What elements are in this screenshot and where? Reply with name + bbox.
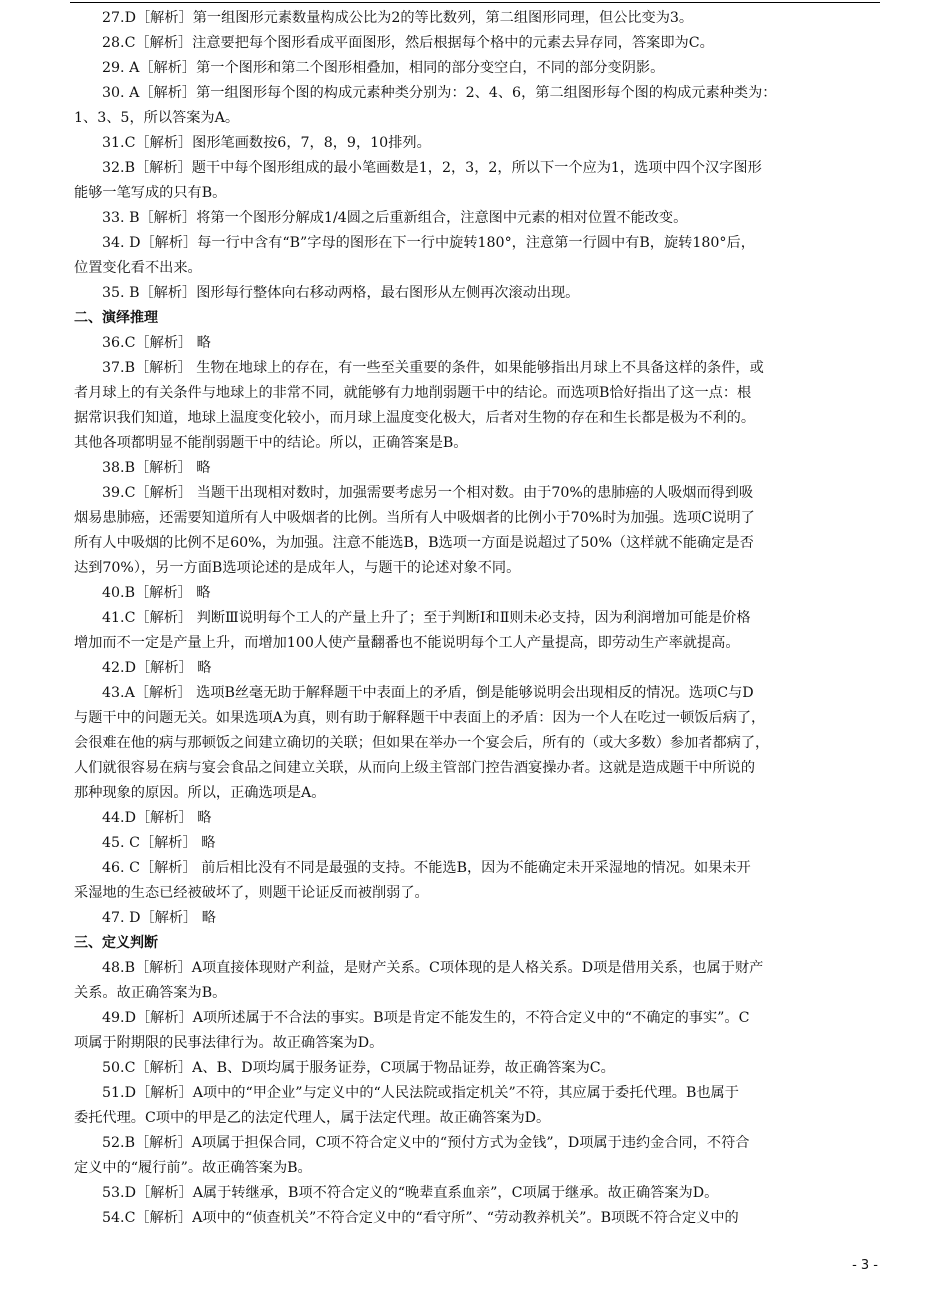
text-line: 28.C［解析］注意要把每个图形看成平面图形，然后根据每个格中的元素去异存同，答案即为C。 <box>102 35 714 51</box>
text-line: 会很难在他的病与那顿饭之间建立确切的关联；但如果在举办一个宴会后，所有的（或大多数）参加者都病了， <box>74 735 770 751</box>
text-line: 其他各项都明显不能削弱题干中的结论。所以，正确答案是B。 <box>74 435 468 451</box>
text-line: 30. A［解析］第一组图形每个图的构成元素种类分别为：2、4、6，第二组图形每个图的构成元素种类为： <box>102 85 777 101</box>
text-line: 35. B［解析］图形每行整体向右移动两格，最右图形从左侧再次滚动出现。 <box>102 285 580 301</box>
text-line: 采湿地的生态已经被破坏了，则题干论证反而被削弱了。 <box>74 885 429 901</box>
text-line: 定义中的“履行前”。故正确答案为B。 <box>74 1160 312 1176</box>
text-line: 烟易患肺癌，还需要知道所有人中吸烟者的比例。当所有人中吸烟者的比例小于70%时为加强。选项C说明了 <box>74 510 755 526</box>
text-line: 54.C［解析］A项中的“侦查机关”不符合定义中的“看守所”、“劳动教养机关”。B项既不符合定义中的 <box>102 1210 739 1226</box>
document-body <box>74 6 880 1231</box>
text-line: 所有人中吸烟的比例不足60%，为加强。注意不能选B，B选项一方面是说超过了50%（这样就不能确定是否 <box>74 535 754 551</box>
text-line: 40.B［解析］ 略 <box>102 585 211 601</box>
text-line: 51.D［解析］A项中的“甲企业”与定义中的“人民法院或指定机关”不符，其应属于委托代理。B也属于 <box>102 1085 739 1101</box>
text-line: 52.B［解析］A项属于担保合同，C项不符合定义中的“预付方式为金钱”，D项属于违约金合同，不符合 <box>102 1135 750 1151</box>
text-line: 41.C［解析］ 判断Ⅲ说明每个工人的产量上升了；至于判断Ⅰ和Ⅱ则未必支持，因为利润增加可能是价格 <box>102 610 751 626</box>
text-line: 34. D［解析］每一行中含有“B”字母的图形在下一行中旋转180°，注意第一行圆中有B，旋转180°后， <box>102 235 755 251</box>
text-line: 达到70%），另一方面B选项论述的是成年人，与题干的论述对象不同。 <box>74 560 521 576</box>
text-line: 32.B［解析］题干中每个图形组成的最小笔画数是1，2，3，2，所以下一个应为1，选项中四个汉字图形 <box>102 160 762 176</box>
text-line: 42.D［解析］ 略 <box>102 660 212 676</box>
text-line: 31.C［解析］图形笔画数按6，7，8，9，10排列。 <box>102 135 431 151</box>
text-line: 29. A［解析］第一个图形和第二个图形相叠加，相同的部分变空白，不同的部分变阴影。 <box>102 60 665 76</box>
text-line: 者月球上的有关条件与地球上的非常不同，就能够有力地削弱题干中的结论。而选项B恰好指出了这一点：根 <box>74 385 752 401</box>
text-line: 据常识我们知道，地球上温度变化较小，而月球上温度变化极大，后者对生物的存在和生长都是极为不利的。 <box>74 410 756 426</box>
text-line: 37.B［解析］ 生物在地球上的存在，有一些至关重要的条件，如果能够指出月球上不具备这样的条件，或 <box>102 360 764 376</box>
text-line: 38.B［解析］ 略 <box>102 460 211 476</box>
page-number: - 3 - <box>852 1258 878 1273</box>
text-line: 48.B［解析］A项直接体现财产利益，是财产关系。C项体现的是人格关系。D项是借用关系，也属于财产 <box>102 960 764 976</box>
text-line: 33. B［解析］将第一个图形分解成1/4圆之后重新组合，注意图中元素的相对位置不能改变。 <box>102 210 688 226</box>
text-line: 关系。故正确答案为B。 <box>74 985 227 1001</box>
text-line: 53.D［解析］A属于转继承，B项不符合定义的“晚辈直系血亲”，C项属于继承。故正确答案为D。 <box>102 1185 719 1201</box>
section-heading: 二、演绎推理 <box>74 310 158 326</box>
text-line: 36.C［解析］ 略 <box>102 335 211 351</box>
text-line: 委托代理。C项中的甲是乙的法定代理人，属于法定代理。故正确答案为D。 <box>74 1110 551 1126</box>
text-line: 43.A［解析］ 选项B丝毫无助于解释题干中表面上的矛盾，倒是能够说明会出现相反的情况。选项C与D <box>102 685 754 701</box>
text-line: 1、3、5，所以答案为A。 <box>74 110 240 126</box>
text-line: 人们就很容易在病与宴会食品之间建立关联，从而向上级主管部门控告酒宴操办者。这就是造成题干中所说的 <box>74 760 756 776</box>
text-line: 项属于附期限的民事法律行为。故正确答案为D。 <box>74 1035 384 1051</box>
text-line: 47. D［解析］ 略 <box>102 910 216 926</box>
text-line: 与题干中的问题无关。如果选项A为真，则有助于解释题干中表面上的矛盾：因为一个人在吃过一顿饭后病了， <box>74 710 766 726</box>
top-rule <box>70 2 880 3</box>
text-line: 44.D［解析］ 略 <box>102 810 212 826</box>
text-line: 那种现象的原因。所以，正确选项是A。 <box>74 785 326 801</box>
text-line: 27.D［解析］第一组图形元素数量构成公比为2的等比数列，第二组图形同理，但公比变为3。 <box>102 10 694 26</box>
text-line: 45. C［解析］ 略 <box>102 835 216 851</box>
text-line: 增加而不一定是产量上升，而增加100人使产量翻番也不能说明每个工人产量提高，即劳动生产率就提高。 <box>74 635 740 651</box>
text-line: 50.C［解析］A、B、D项均属于服务证券，C项属于物品证券，故正确答案为C。 <box>102 1060 615 1076</box>
section-heading: 三、定义判断 <box>74 935 158 951</box>
text-line: 能够一笔写成的只有B。 <box>74 185 227 201</box>
text-line: 位置变化看不出来。 <box>74 260 202 276</box>
text-line: 46. C［解析］ 前后相比没有不同是最强的支持。不能选B，因为不能确定未开采湿地的情况。如果未开 <box>102 860 751 876</box>
text-line: 49.D［解析］A项所述属于不合法的事实。B项是肯定不能发生的，不符合定义中的“不确定的事实”。C <box>102 1010 750 1026</box>
text-line: 39.C［解析］ 当题干出现相对数时，加强需要考虑另一个相对数。由于70%的患肺癌的人吸烟而得到吸 <box>102 485 754 501</box>
